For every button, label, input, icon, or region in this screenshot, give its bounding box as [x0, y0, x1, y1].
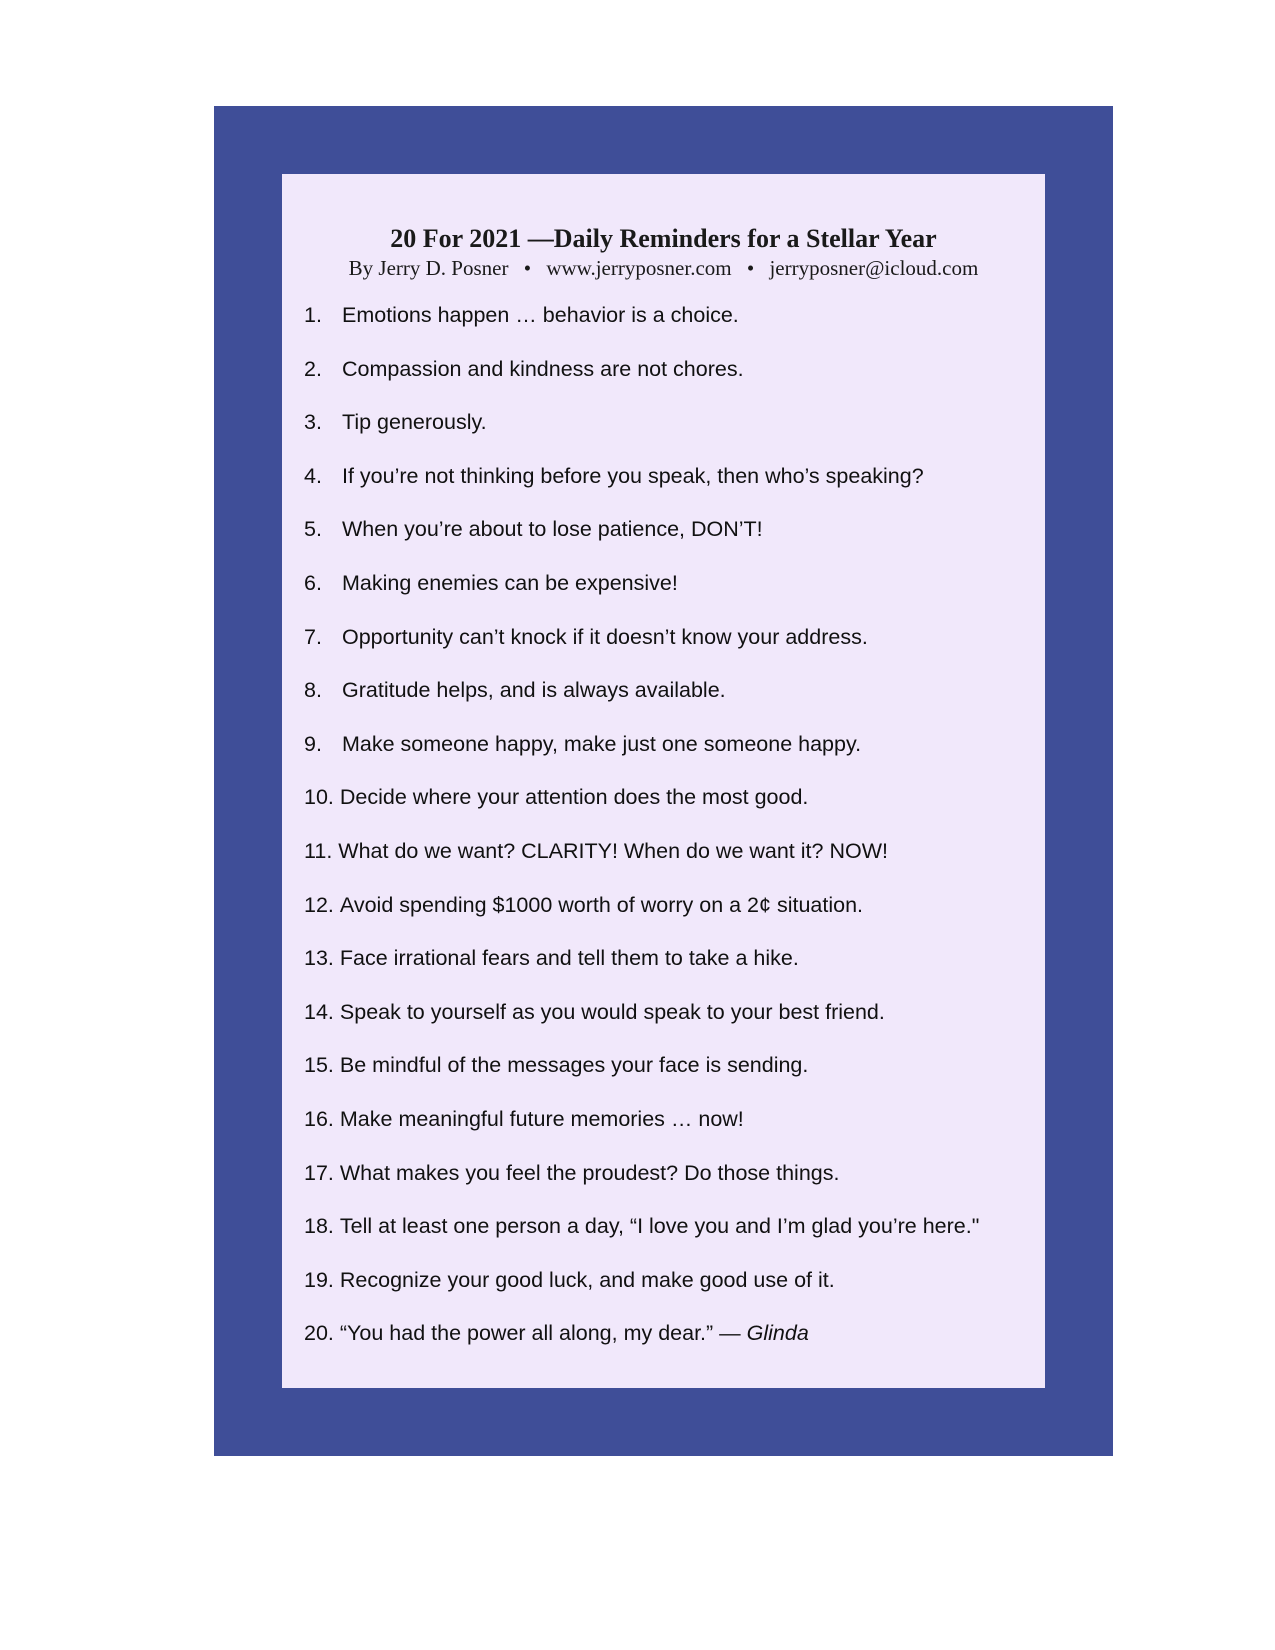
- list-item: [304, 1104, 979, 1158]
- item-number: 19.: [304, 1267, 334, 1292]
- email-text: jerryposner@icloud.com: [769, 256, 979, 280]
- item-text: Face irrational fears and tell them to take a hike.: [339, 946, 799, 971]
- item-number: 2.: [304, 356, 322, 381]
- item-number: 14.: [304, 999, 334, 1024]
- list-item: [304, 354, 979, 408]
- item-number: 11.: [304, 838, 333, 863]
- reminders-list: [304, 300, 979, 1372]
- item-number: 12.: [304, 892, 334, 917]
- list-item: [304, 622, 979, 676]
- item-number: 15.: [304, 1053, 334, 1078]
- list-item: [304, 1265, 979, 1319]
- blue-frame: [214, 106, 1113, 1456]
- item-text: Gratitude helps, and is always available.: [342, 678, 726, 703]
- item-text: What makes you feel the proudest? Do those things.: [339, 1160, 840, 1185]
- list-item: [304, 890, 979, 944]
- item-number: 17.: [304, 1160, 334, 1185]
- byline: [282, 254, 1045, 282]
- website-text: www.jerryposner.com: [546, 256, 732, 280]
- item-text: If you’re not thinking before you speak, then who’s speaking?: [342, 463, 924, 488]
- reminder-card: [282, 174, 1045, 1388]
- separator-dot: •: [746, 256, 755, 280]
- item-number: 7.: [304, 624, 322, 649]
- list-item: [304, 675, 979, 729]
- item-text: Be mindful of the messages your face is sending.: [339, 1053, 809, 1078]
- list-item: [304, 782, 979, 836]
- list-item: [304, 836, 979, 890]
- separator-dot: •: [523, 256, 532, 280]
- item-number: 13.: [304, 946, 334, 971]
- list-item: [304, 1318, 979, 1372]
- item-number: 5.: [304, 517, 322, 542]
- item-text: Making enemies can be expensive!: [342, 570, 678, 595]
- item-text: Opportunity can’t knock if it doesn’t know your address.: [342, 624, 868, 649]
- list-item: [304, 568, 979, 622]
- item-text: “You had the power all along, my dear.” —: [339, 1321, 747, 1346]
- item-number: 3.: [304, 410, 322, 435]
- item-number: 1.: [304, 303, 322, 327]
- item-number: 4.: [304, 463, 322, 488]
- item-number: 6.: [304, 570, 322, 595]
- card-header: [282, 224, 1045, 282]
- list-item: [304, 729, 979, 783]
- item-number: 16.: [304, 1106, 334, 1131]
- item-text: Tip generously.: [342, 410, 487, 435]
- item-text: Emotions happen … behavior is a choice.: [342, 303, 739, 327]
- item-number: 20.: [304, 1321, 334, 1346]
- item-text: When you’re about to lose patience, DON’T!: [342, 517, 763, 542]
- list-item: [304, 1211, 979, 1265]
- list-item: [304, 514, 979, 568]
- item-text: Compassion and kindness are not chores.: [342, 356, 744, 381]
- page-title: 20 For 2021 —Daily Reminders for a Stellar Year: [390, 224, 937, 253]
- list-item: [304, 1158, 979, 1212]
- list-item: [304, 943, 979, 997]
- list-item: [304, 997, 979, 1051]
- list-item: [304, 300, 979, 354]
- item-text: Decide where your attention does the most good.: [339, 785, 809, 810]
- list-item: [304, 407, 979, 461]
- list-item: [304, 461, 979, 515]
- item-number: 10.: [304, 785, 334, 810]
- item-text: Avoid spending $1000 worth of worry on a 2¢ situation.: [339, 892, 863, 917]
- item-text: Make meaningful future memories … now!: [339, 1106, 744, 1131]
- item-number: 9.: [304, 731, 322, 756]
- author-name: By Jerry D. Posner: [348, 256, 509, 280]
- item-text: Tell at least one person a day, “I love you and I’m glad you’re here.": [339, 1214, 980, 1239]
- item-number: 18.: [304, 1214, 334, 1239]
- item-text: Make someone happy, make just one someone happy.: [342, 731, 862, 756]
- item-text: Recognize your good luck, and make good use of it.: [339, 1267, 835, 1292]
- item-text: Speak to yourself as you would speak to your best friend.: [339, 999, 885, 1024]
- list-item: [304, 1050, 979, 1104]
- quote-attribution: Glinda: [746, 1321, 809, 1346]
- item-text: What do we want? CLARITY! When do we want it? NOW!: [338, 838, 888, 863]
- item-number: 8.: [304, 678, 322, 703]
